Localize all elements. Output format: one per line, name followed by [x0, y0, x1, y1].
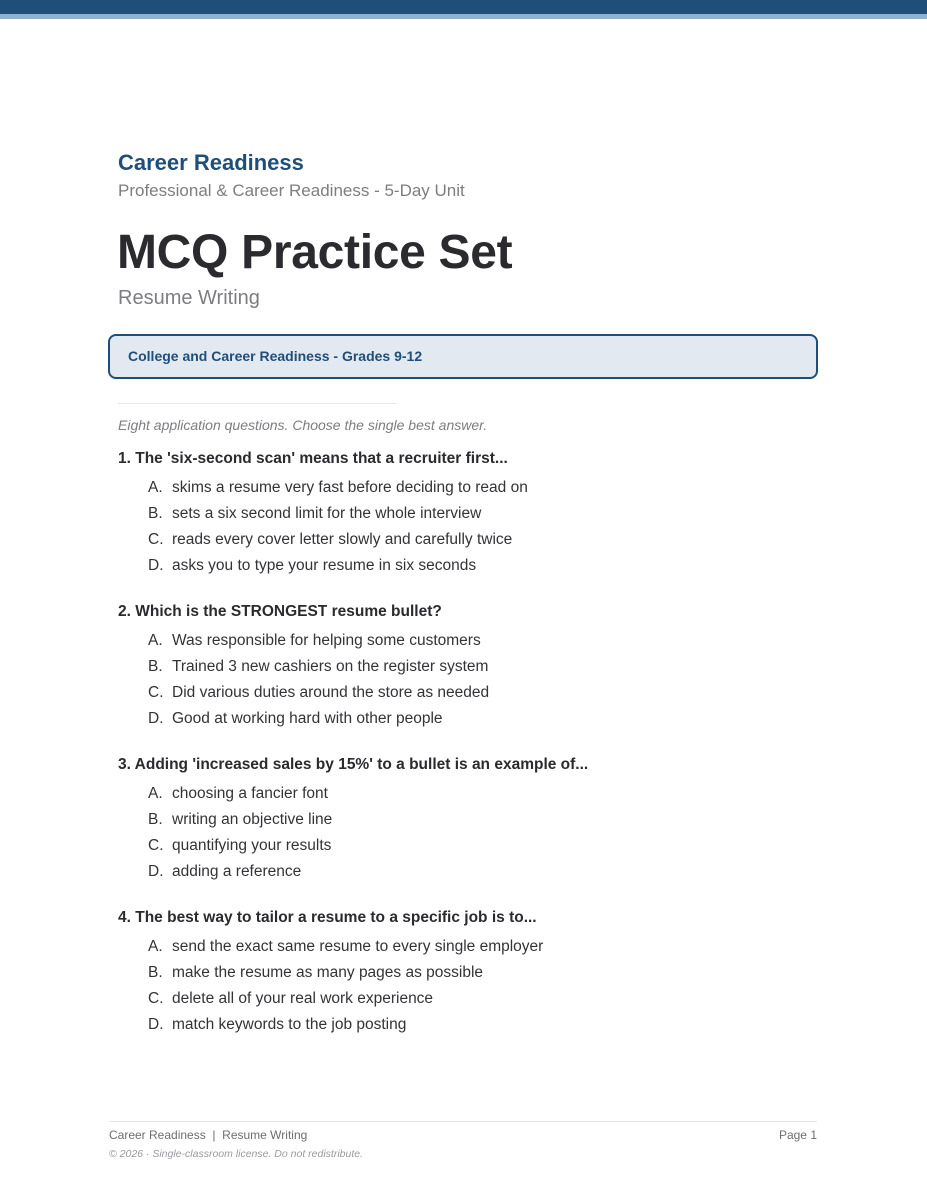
- option-text: Good at working hard with other people: [172, 710, 443, 727]
- footer-course-label: Career Readiness | Resume Writing: [109, 1128, 308, 1142]
- page-subtitle: Resume Writing: [118, 287, 260, 309]
- option-text: choosing a fancier font: [172, 785, 328, 802]
- unit-name: Professional & Career Readiness - 5-Day Unit: [118, 181, 465, 200]
- option-letter: A.: [148, 785, 163, 802]
- answer-option: [148, 836, 838, 862]
- answer-option: [148, 478, 838, 504]
- answer-option: [148, 989, 838, 1015]
- answer-option: [148, 657, 838, 683]
- option-text: adding a reference: [172, 863, 302, 880]
- question-4: [118, 908, 838, 1041]
- answer-option: [148, 963, 838, 989]
- question-2: [118, 602, 838, 735]
- option-letter: B.: [148, 964, 163, 981]
- option-text: Did various duties around the store as needed: [172, 684, 490, 701]
- license-notice: © 2026 · Single-classroom license. Do not redistribute.: [109, 1148, 364, 1160]
- answer-option: [148, 683, 838, 709]
- option-letter: B.: [148, 505, 163, 522]
- option-letter: B.: [148, 658, 163, 675]
- option-letter: B.: [148, 811, 163, 828]
- question-1: [118, 449, 838, 582]
- footer-divider: [109, 1121, 817, 1122]
- option-text: writing an objective line: [172, 811, 333, 828]
- page-title: MCQ Practice Set: [117, 226, 513, 279]
- header-band-accent: [0, 14, 927, 19]
- option-letter: C.: [148, 531, 164, 548]
- option-text: asks you to type your resume in six seconds: [172, 557, 477, 574]
- answer-option: [148, 530, 838, 556]
- option-text: make the resume as many pages as possible: [172, 964, 484, 981]
- answer-option: [148, 810, 838, 836]
- standard-banner: [108, 334, 818, 379]
- option-letter: C.: [148, 990, 164, 1007]
- answer-option: [148, 556, 838, 582]
- option-text: Trained 3 new cashiers on the register system: [172, 658, 489, 675]
- answer-option: [148, 1015, 838, 1041]
- question-3: [118, 755, 838, 888]
- option-text: Was responsible for helping some customers: [172, 632, 481, 649]
- option-letter: A.: [148, 938, 163, 955]
- question-text: 4. The best way to tailor a resume to a specific job is to...: [118, 909, 537, 926]
- option-letter: C.: [148, 837, 164, 854]
- option-text: match keywords to the job posting: [172, 1016, 407, 1033]
- option-letter: C.: [148, 684, 164, 701]
- option-letter: A.: [148, 632, 163, 649]
- option-letter: D.: [148, 557, 164, 574]
- page-number: Page 1: [778, 1128, 817, 1142]
- option-text: skims a resume very fast before deciding to read on: [172, 479, 528, 496]
- option-letter: D.: [148, 710, 164, 727]
- option-letter: A.: [148, 479, 163, 496]
- option-text: quantifying your results: [172, 837, 332, 854]
- option-text: delete all of your real work experience: [172, 990, 434, 1007]
- option-letter: D.: [148, 1016, 164, 1033]
- option-text: sets a six second limit for the whole interview: [172, 505, 482, 522]
- answer-option: [148, 862, 838, 888]
- standard-label: College and Career Readiness - Grades 9-12: [128, 348, 423, 364]
- section-divider: [118, 403, 396, 404]
- option-text: send the exact same resume to every single employer: [172, 938, 544, 955]
- answer-option: [148, 937, 838, 963]
- question-text: 1. The 'six-second scan' means that a recruiter first...: [118, 450, 508, 467]
- header-band: [0, 0, 927, 14]
- answer-option: [148, 504, 838, 530]
- answer-option: [148, 631, 838, 657]
- option-letter: D.: [148, 863, 164, 880]
- instructions: Eight application questions. Choose the single best answer.: [118, 417, 488, 433]
- question-text: 3. Adding 'increased sales by 15%' to a bullet is an example of...: [118, 756, 589, 773]
- answer-option: [148, 784, 838, 810]
- course-name: Career Readiness: [118, 150, 304, 175]
- question-text: 2. Which is the STRONGEST resume bullet?: [118, 603, 442, 620]
- answer-option: [148, 709, 838, 735]
- option-text: reads every cover letter slowly and carefully twice: [172, 531, 513, 548]
